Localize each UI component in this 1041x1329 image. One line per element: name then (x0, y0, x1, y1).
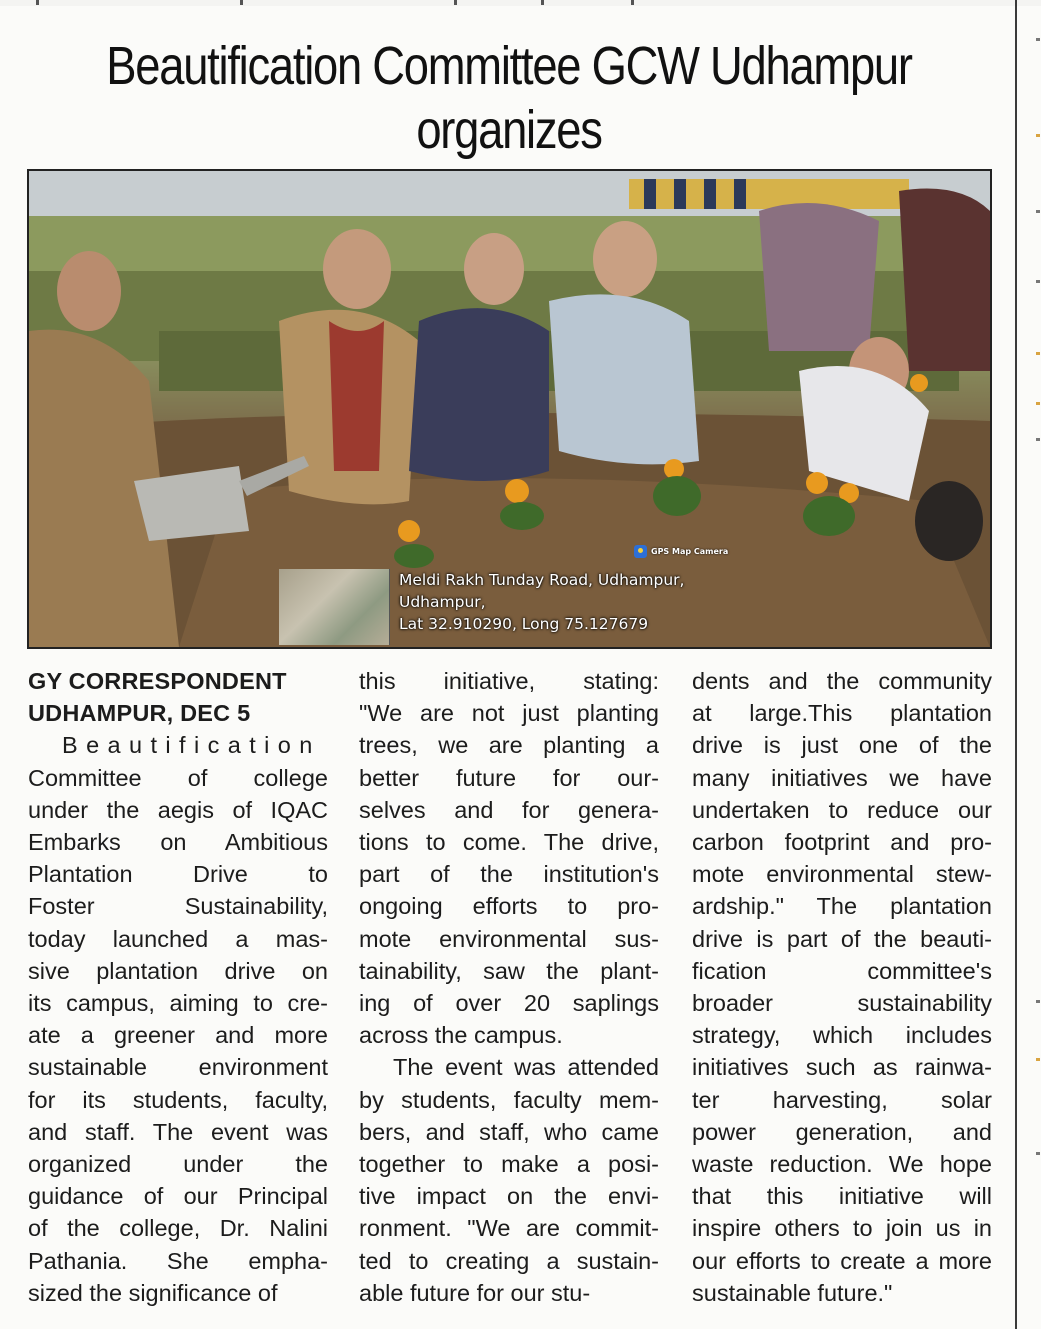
article-text-line: undertaken to reduce our (692, 796, 992, 823)
article-text-line: Beautification (62, 732, 321, 759)
article-text-line: tive impact on the envi- (359, 1183, 659, 1210)
column-3-body (692, 665, 992, 1309)
article-text-line: ter harvesting, solar (692, 1086, 992, 1113)
article-text-line: today launched a mas- (28, 925, 328, 952)
gps-address-line: Meldi Rakh Tunday Road, Udhampur, (399, 571, 685, 589)
article-text-line: sustainable environment (28, 1054, 328, 1081)
article-text-line: power generation, and (692, 1118, 992, 1145)
margin-mark (1036, 134, 1040, 137)
article-text-line: able future for our stu- (359, 1279, 591, 1306)
byline: GY CORRESPONDENT (28, 668, 287, 694)
article-text-line: selves and for genera- (359, 796, 659, 823)
article-text-line: guidance of our Principal (28, 1183, 328, 1210)
article-column-2 (359, 665, 659, 1309)
article-text-line: Embarks on Ambitious (28, 829, 328, 856)
article-text-line: part of the institution's (359, 861, 659, 888)
article-text-line: and staff. The event was (28, 1118, 328, 1145)
article-text-line: Foster Sustainability, (28, 893, 328, 920)
article-text-line: tainability, saw the plant- (359, 957, 659, 984)
article-text-line: of the college, Dr. Nalini (28, 1215, 328, 1242)
article-text-line: mote environmental stew- (692, 861, 992, 888)
article-text-line: Committee of college (28, 764, 328, 791)
gps-location-text (399, 569, 739, 635)
article-text-line: this initiative, stating: (359, 668, 659, 694)
article-text-line: our efforts to create a more (692, 1247, 992, 1274)
article-text-line: for its students, faculty, (28, 1086, 328, 1113)
gps-coordinates: Lat 32.910290, Long 75.127679 (399, 615, 649, 633)
article-column-3 (692, 665, 992, 1309)
margin-mark (1036, 1000, 1040, 1003)
margin-mark (1036, 1058, 1040, 1061)
article-text-line: strategy, which includes (692, 1022, 992, 1049)
map-thumbnail (279, 569, 390, 645)
margin-mark (1036, 280, 1040, 283)
article-text-line: waste reduction. We hope (692, 1151, 992, 1178)
article-text-line: organized under the (28, 1151, 328, 1178)
margin-mark (1036, 352, 1040, 355)
margin-mark (1036, 438, 1040, 441)
article-text-line: that this initiative will (692, 1183, 992, 1210)
gps-overlay (279, 569, 739, 645)
article-text-line: ronment. "We are commit- (359, 1215, 659, 1242)
article-text-line: many initiatives we have (692, 764, 992, 791)
gps-camera-brand-label: GPS Map Camera (651, 547, 729, 556)
article-text-line: sustainable future." (692, 1279, 893, 1306)
article-text-line: carbon footprint and pro- (692, 829, 992, 856)
article-text-line: under the aegis of IQAC (28, 796, 328, 823)
article-text-line: at large.This plantation (692, 700, 992, 727)
article-text-line: bers, and staff, who came (359, 1118, 659, 1145)
margin-mark (1036, 402, 1040, 405)
article-text-line: ongoing efforts to pro- (359, 893, 659, 920)
article-text-line: ted to creating a sustain- (359, 1247, 659, 1274)
article-text-line: ardship." The plantation (692, 893, 992, 920)
article-text-line: together to make a posi- (359, 1151, 659, 1178)
article-text-line: initiatives such as rainwa- (692, 1054, 992, 1081)
article-column-1 (28, 665, 328, 1309)
article-text-line: Pathania. She empha- (28, 1247, 328, 1274)
article-text-line: better future for our- (359, 764, 659, 791)
article-text-line: trees, we are planting a (359, 732, 659, 759)
article-text-line: Plantation Drive to (28, 861, 328, 888)
article-text-line: sive plantation drive on (28, 957, 328, 984)
article-text-line: The event was attended (393, 1054, 659, 1081)
article-text-line: fication committee's (692, 957, 992, 984)
article-text-line: drive is just one of the (692, 732, 992, 759)
article-text-line: by students, faculty mem- (359, 1086, 659, 1113)
article-text-line: ate a greener and more (28, 1022, 328, 1049)
column-1-body (28, 729, 328, 1309)
gps-camera-brand (634, 543, 728, 561)
column-rule (1015, 0, 1017, 1329)
article-text-line: "We are not just planting (359, 700, 659, 727)
top-rule (0, 0, 1041, 6)
dateline: UDHAMPUR, DEC 5 (28, 700, 251, 727)
margin-mark (1036, 1152, 1040, 1155)
article-text-line: across the campus. (359, 1022, 563, 1049)
headline-line-1: Beautification Committee GCW Udhampur organizes (106, 36, 912, 160)
margin-mark (1036, 38, 1040, 41)
article-text-line: its campus, aiming to cre- (28, 990, 328, 1017)
article-text-line: ing of over 20 saplings (359, 990, 659, 1017)
article-text-line: drive is part of the beauti- (692, 925, 992, 952)
article-text-line: sized the significance of (28, 1279, 278, 1306)
margin-mark (1036, 210, 1040, 213)
article-text-line: tions to come. The drive, (359, 829, 659, 856)
article-text-line: dents and the community (692, 668, 992, 694)
article-text-line: mote environmental sus- (359, 925, 659, 952)
gps-city-line: Udhampur, (399, 593, 486, 611)
article-text-line: inspire others to join us in (692, 1215, 992, 1242)
news-photo (27, 169, 992, 649)
gps-camera-icon (634, 545, 647, 558)
article-text-line: broader sustainability (692, 990, 992, 1017)
column-2-body (359, 665, 659, 1309)
